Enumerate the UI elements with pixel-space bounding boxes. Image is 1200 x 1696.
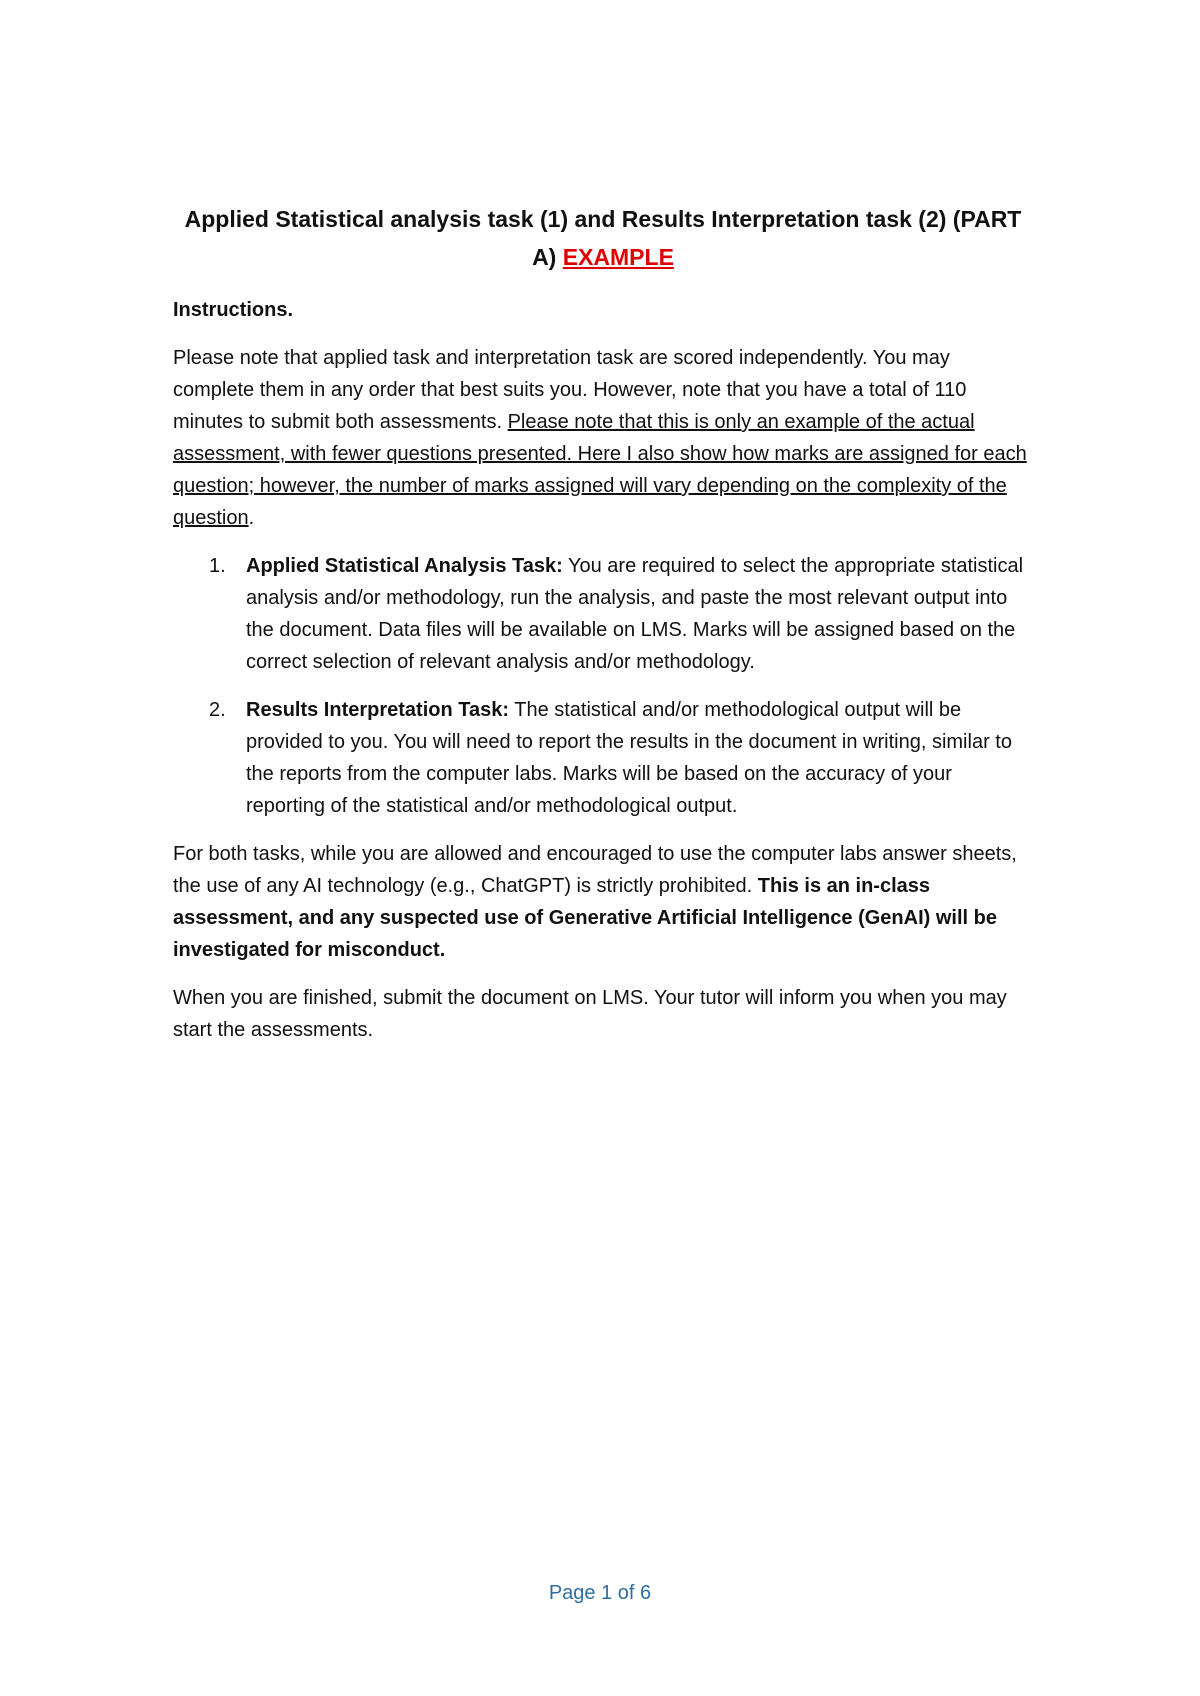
intro-paragraph: [173, 342, 1033, 534]
document-title: [173, 200, 1033, 276]
task-label: Applied Statistical Analysis Task:: [246, 555, 563, 577]
task-description: You are required to select the appropriate statistical analysis and/or methodology, run the analysis, and paste the most relevant output into the document. Data files will be available on LMS. Marks will be assigned based on the correct selection of relevant analysis and/or methodology.: [246, 555, 1024, 673]
title-example-label: EXAMPLE: [562, 244, 674, 270]
both-tasks-paragraph: [173, 838, 1033, 966]
misconduct-warning: This is an in-class assessment, and any suspected use of Generative Artificial Intelligence (GenAI) will be investigated for misconduct.: [173, 875, 997, 961]
task-item-applied: [173, 550, 1033, 678]
page-number-footer: Page 1 of 6: [548, 1582, 652, 1604]
instructions-heading: Instructions.: [173, 299, 294, 321]
task-number: 2.: [209, 699, 226, 721]
task-number: 1.: [209, 555, 226, 577]
both-tasks-text: For both tasks, while you are allowed and encouraged to use the computer labs answer sheets, the use of any AI technology (e.g., ChatGPT) is strictly prohibited.: [173, 843, 1017, 897]
intro-underlined-note: Please note that this is only an example of the actual assessment, with fewer questions presented. Here I also show how marks are assigned for each question; however, the number of marks assigned will vary depending on the complexity of the question: [173, 411, 1027, 529]
task-item-interpretation: [173, 694, 1033, 822]
closing-paragraph: When you are finished, submit the document on LMS. Your tutor will inform you when you may start the assessments.: [173, 987, 1007, 1041]
document-body: [173, 200, 1033, 1062]
task-description: The statistical and/or methodological output will be provided to you. You will need to report the results in the document in writing, similar to the reports from the computer labs. Marks will be based on the accuracy of your reporting of the statistical and/or methodological output.: [246, 699, 1012, 817]
intro-end: .: [248, 507, 255, 529]
task-list: [173, 550, 1033, 822]
title-text: Applied Statistical analysis task (1) and Results Interpretation task (2) (PART A): [184, 206, 1022, 270]
task-label: Results Interpretation Task:: [246, 699, 510, 721]
intro-text: Please note that applied task and interpretation task are scored independently. You may complete them in any order that best suits you. However, note that you have a total of 110 minutes to submit both assessments.: [173, 347, 967, 433]
